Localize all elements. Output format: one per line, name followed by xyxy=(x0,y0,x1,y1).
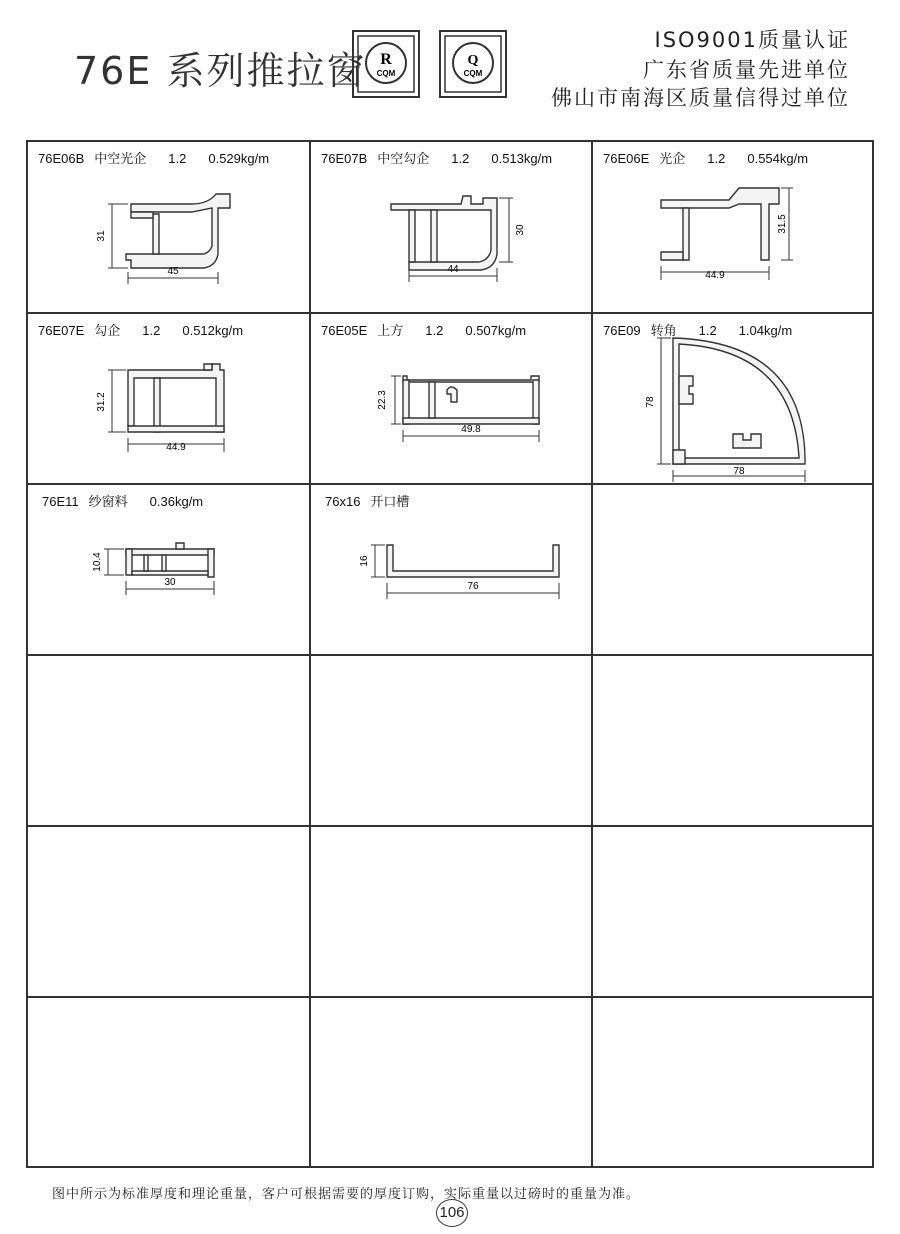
svg-text:CQM: CQM xyxy=(463,69,483,78)
profile-caption: 76E06E 光企 1.2 0.554kg/m xyxy=(603,151,809,166)
svg-text:31: 31 xyxy=(96,230,107,242)
svg-text:22.3: 22.3 xyxy=(377,390,388,410)
svg-text:Q: Q xyxy=(467,53,479,68)
profile-drawing xyxy=(311,314,591,483)
profile-drawing xyxy=(593,142,874,312)
svg-text:31.5: 31.5 xyxy=(777,214,788,234)
profile-caption: 76E07B 中空勾企 1.2 0.513kg/m xyxy=(321,151,553,166)
svg-text:31.2: 31.2 xyxy=(96,392,107,412)
grid-divider xyxy=(28,654,872,656)
series-title: 76E 系列推拉窗 xyxy=(74,49,367,93)
profile-drawing xyxy=(28,314,309,483)
svg-text:76: 76 xyxy=(467,581,479,592)
profile-cell xyxy=(28,314,309,483)
svg-text:10.4: 10.4 xyxy=(92,552,103,572)
profile-cell xyxy=(28,485,309,654)
svg-text:CQM: CQM xyxy=(376,69,396,78)
svg-text:R: R xyxy=(380,51,392,68)
svg-text:16: 16 xyxy=(359,555,370,567)
footer-note: 图中所示为标准厚度和理论重量，客户可根据需要的厚度订购，实际重量以过磅时的重量为准。 xyxy=(52,1187,641,1202)
profile-drawing xyxy=(311,485,591,654)
profile-cell xyxy=(311,485,591,654)
profile-cell xyxy=(311,314,591,483)
cqm-r-logo xyxy=(352,30,420,98)
profile-drawing xyxy=(593,314,874,483)
svg-text:45: 45 xyxy=(167,266,179,277)
profile-grid xyxy=(26,140,874,1168)
page-number: 106 xyxy=(436,1199,468,1227)
svg-text:30: 30 xyxy=(164,577,176,588)
profile-caption: 76E06B 中空光企 1.2 0.529kg/m xyxy=(38,151,270,166)
profile-cell xyxy=(593,142,874,312)
cert-line-iso: ISO9001质量认证 xyxy=(654,28,850,52)
profile-drawing xyxy=(28,485,309,654)
svg-text:44.9: 44.9 xyxy=(705,270,725,281)
grid-divider xyxy=(28,996,872,998)
profile-caption: 76E11 纱窗料 0.36kg/m xyxy=(42,494,204,509)
grid-divider xyxy=(28,825,872,827)
profile-drawing xyxy=(28,142,309,312)
cert-line-guangdong: 广东省质量先进单位 xyxy=(643,58,850,82)
profile-caption: 76E07E 勾企 1.2 0.512kg/m xyxy=(38,323,244,338)
profile-cell xyxy=(593,314,874,483)
profile-cell xyxy=(311,142,591,312)
svg-text:78: 78 xyxy=(645,396,656,408)
svg-text:78: 78 xyxy=(733,466,745,477)
profile-caption: 76x16 开口槽 xyxy=(325,494,410,509)
profile-caption: 76E09 转角 1.2 1.04kg/m xyxy=(603,323,793,338)
profile-drawing xyxy=(311,142,591,312)
svg-text:44.9: 44.9 xyxy=(166,442,186,453)
svg-text:44: 44 xyxy=(447,264,459,275)
svg-text:49.8: 49.8 xyxy=(461,424,481,435)
cqm-q-logo xyxy=(439,30,507,98)
cert-line-foshan: 佛山市南海区质量信得过单位 xyxy=(551,86,850,110)
profile-caption: 76E05E 上方 1.2 0.507kg/m xyxy=(321,323,527,338)
svg-text:30: 30 xyxy=(515,224,526,236)
profile-cell xyxy=(28,142,309,312)
